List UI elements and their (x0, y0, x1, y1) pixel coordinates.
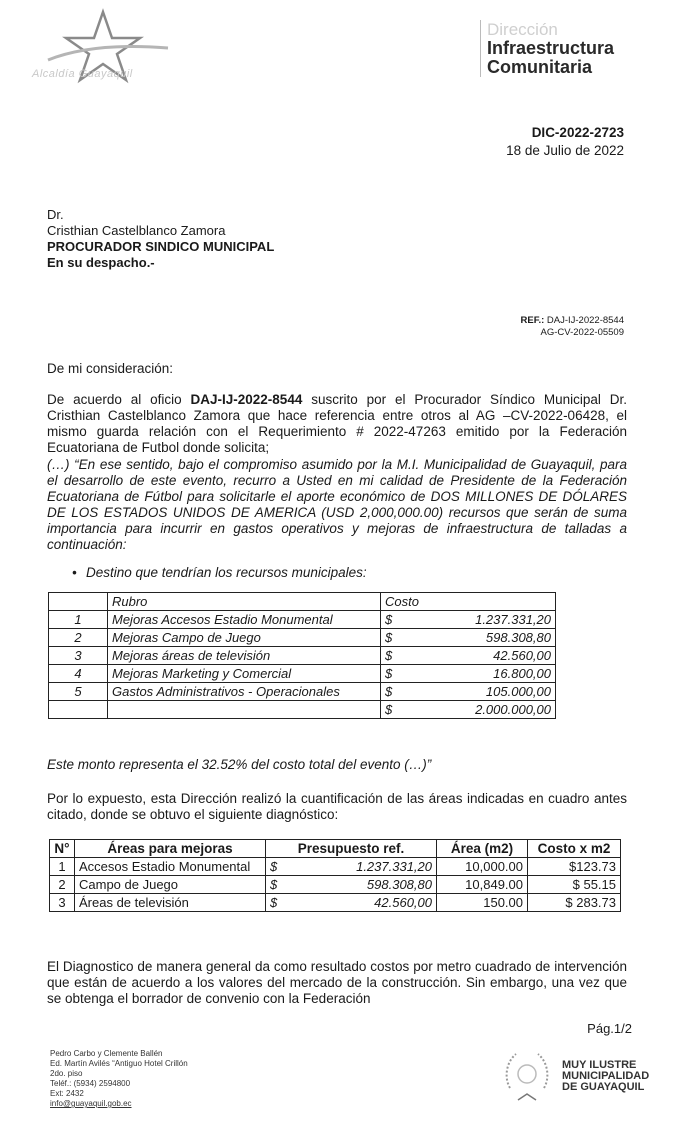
table-cell-m2: 10,849.00 (437, 876, 528, 894)
ref-line-1: DAJ-IJ-2022-8544 (546, 315, 624, 326)
table-cell-cost: 598.308,80 (403, 629, 556, 647)
table-cell-empty (108, 701, 381, 719)
bullet-item (72, 565, 367, 580)
table-cell-cost: 1.237.331,20 (403, 611, 556, 629)
dept-line-3: Comunitaria (487, 57, 593, 77)
table-row (50, 894, 621, 912)
table-header-row (50, 840, 621, 858)
table-cell-number: 3 (49, 647, 108, 665)
table-row (49, 611, 556, 629)
table-header-cell: Costo x m2 (528, 840, 621, 858)
para1-bold-ref: DAJ-IJ-2022-8544 (190, 392, 303, 407)
table-cell-number: 1 (50, 858, 75, 876)
department-header (480, 20, 614, 77)
municipal-seal-icon (500, 1048, 554, 1110)
document-date: 18 de Julio de 2022 (506, 143, 624, 158)
table-cell-currency: $ (381, 611, 404, 629)
table-cell-cost-m2: $ 55.15 (528, 876, 621, 894)
table-header-cell: Áreas para mejoras (75, 840, 266, 858)
table-row (50, 858, 621, 876)
table-cell-currency: $ (266, 894, 289, 912)
table-cell-number: 1 (49, 611, 108, 629)
table-cell-cost-m2: $ 283.73 (528, 894, 621, 912)
table-cell-currency: $ (381, 665, 404, 683)
table-header-cell: Rubro (108, 593, 381, 611)
table-header-cell: Presupuesto ref. (266, 840, 437, 858)
table-cell-cost: 16.800,00 (403, 665, 556, 683)
addressee-office: En su despacho.- (47, 255, 155, 270)
municipality-line: MUNICIPALIDAD (562, 1070, 650, 1082)
table-cell-m2: 150.00 (437, 894, 528, 912)
table-header-cell: N° (50, 840, 75, 858)
table-cell-budget: 598.308,80 (288, 876, 437, 894)
footer-line: Pedro Carbo y Clemente Ballén (50, 1049, 163, 1058)
table-cell-cost-m2: $123.73 (528, 858, 621, 876)
table-cell-rubro: Gastos Administrativos - Operacionales (108, 683, 381, 701)
ref-label: REF.: (520, 315, 545, 326)
table-cell-cost: 42.560,00 (403, 647, 556, 665)
table-header-cell: Costo (381, 593, 556, 611)
municipality-line: MUY ILUSTRE (562, 1059, 637, 1071)
table-cell-currency: $ (381, 647, 404, 665)
table-cell-number: 3 (50, 894, 75, 912)
document-reference (506, 124, 624, 160)
page-number: Pág.1/2 (587, 1021, 632, 1036)
table-cell-number: 2 (50, 876, 75, 894)
paragraph-3: El Diagnostico de manera general da como resultado costos por metro cuadrado de intervención que están de acuerdo a los valores del mercado de la construcción. Sin embargo, una vez que se obtenga el borrador de convenio con la Federación (47, 959, 627, 1006)
table-header-cell (49, 593, 108, 611)
quote-paragraph: (…) “En ese sentido, bajo el compromiso asumido por la M.I. Municipalidad de Guayaquil, para el desarrollo de este evento, recurro a Usted en mi calidad de Presidente de la Federación Ecuatoriana de Fútbol para solicitarle el aporte económico de DOS MILLONES DE DÓLARES DE LOS ESTADOS UNIDOS DE AMERICA (USD 2,000,000.00) recursos que serán de suma importancia para incurrir en gastos operativos y mejoras de infraestructura de talladas a continuación: (47, 457, 627, 552)
table-row (50, 876, 621, 894)
table-cell-area: Accesos Estadio Monumental (75, 858, 266, 876)
table-cell-number: 2 (49, 629, 108, 647)
diagnosis-table (49, 839, 621, 912)
table-total-currency: $ (381, 701, 404, 719)
table-cell-rubro: Mejoras Accesos Estadio Monumental (108, 611, 381, 629)
paragraph-2: Por lo expuesto, esta Dirección realizó la cuantificación de las áreas indicadas en cuadro antes citado, donde se obtuvo el siguiente diagnóstico: (47, 791, 627, 822)
table-row (49, 665, 556, 683)
table-cell-currency: $ (381, 629, 404, 647)
table-cell-rubro: Mejoras áreas de televisión (108, 647, 381, 665)
table-total-row (49, 701, 556, 719)
table-header-cell: Área (m2) (437, 840, 528, 858)
percentage-note: Este monto representa el 32.52% del costo total del evento (…)” (47, 757, 432, 772)
municipality-name (562, 1060, 649, 1093)
table-row (49, 683, 556, 701)
para1-after: suscrito por el Procurador Síndico Municipal Dr. Cristhian Castelblanco Zamora que hace referencia entre otros al AG –CV-2022-06428, el mismo guarda relación con el Requerimiento # 2022-47263 emitido por la Federación Ecuatoriana de Futbol donde solicita; (47, 392, 627, 455)
table-cell-rubro: Mejoras Marketing y Comercial (108, 665, 381, 683)
document-number: DIC-2022-2723 (531, 125, 624, 140)
addressee-name: Cristhian Castelblanco Zamora (47, 223, 226, 238)
table-cell-number: 4 (49, 665, 108, 683)
municipality-line: DE GUAYAQUIL (562, 1081, 645, 1093)
table-cell-number: 5 (49, 683, 108, 701)
footer-line: Ed. Martín Avilés “Antiguo Hotel Crillón (50, 1059, 188, 1068)
table-cell-rubro: Mejoras Campo de Juego (108, 629, 381, 647)
footer-address (50, 1049, 188, 1109)
table-cell-cost: 105.000,00 (403, 683, 556, 701)
paragraph-1 (47, 392, 627, 456)
reference-block (521, 315, 625, 339)
table-cell-area: Áreas de televisión (75, 894, 266, 912)
table-cell-area: Campo de Juego (75, 876, 266, 894)
table-cell-budget: 42.560,00 (288, 894, 437, 912)
footer-email-link[interactable]: info@guayaquil.gob.ec (50, 1099, 132, 1108)
footer-line: Teléf.: (5934) 2594800 (50, 1079, 131, 1088)
logo-text: Alcaldía Guayaquil (32, 68, 133, 80)
addressee-block (47, 207, 274, 271)
table-cell-currency: $ (381, 683, 404, 701)
bullet-text: Destino que tendrían los recursos municipales: (86, 565, 367, 580)
table-cell-currency: $ (266, 858, 289, 876)
table-cell-empty (49, 701, 108, 719)
table-total-cost: 2.000.000,00 (403, 701, 556, 719)
dept-line-2: Infraestructura (487, 38, 615, 58)
footer-line: Ext: 2432 (50, 1089, 84, 1098)
table-row (49, 647, 556, 665)
bullet-dot-icon: • (72, 565, 77, 580)
footer-line: 2do. piso (50, 1069, 83, 1078)
table-cell-currency: $ (266, 876, 289, 894)
addressee-position: PROCURADOR SINDICO MUNICIPAL (47, 239, 275, 254)
table-row (49, 629, 556, 647)
table-cell-m2: 10,000.00 (437, 858, 528, 876)
salutation: De mi consideración: (47, 361, 174, 376)
dept-line-1: Dirección (487, 20, 558, 39)
resources-table (48, 592, 556, 719)
addressee-title: Dr. (47, 207, 64, 222)
ref-line-2: AG-CV-2022-05509 (540, 327, 624, 338)
para1-before: De acuerdo al oficio (47, 392, 191, 407)
table-cell-budget: 1.237.331,20 (288, 858, 437, 876)
table-header-row (49, 593, 556, 611)
